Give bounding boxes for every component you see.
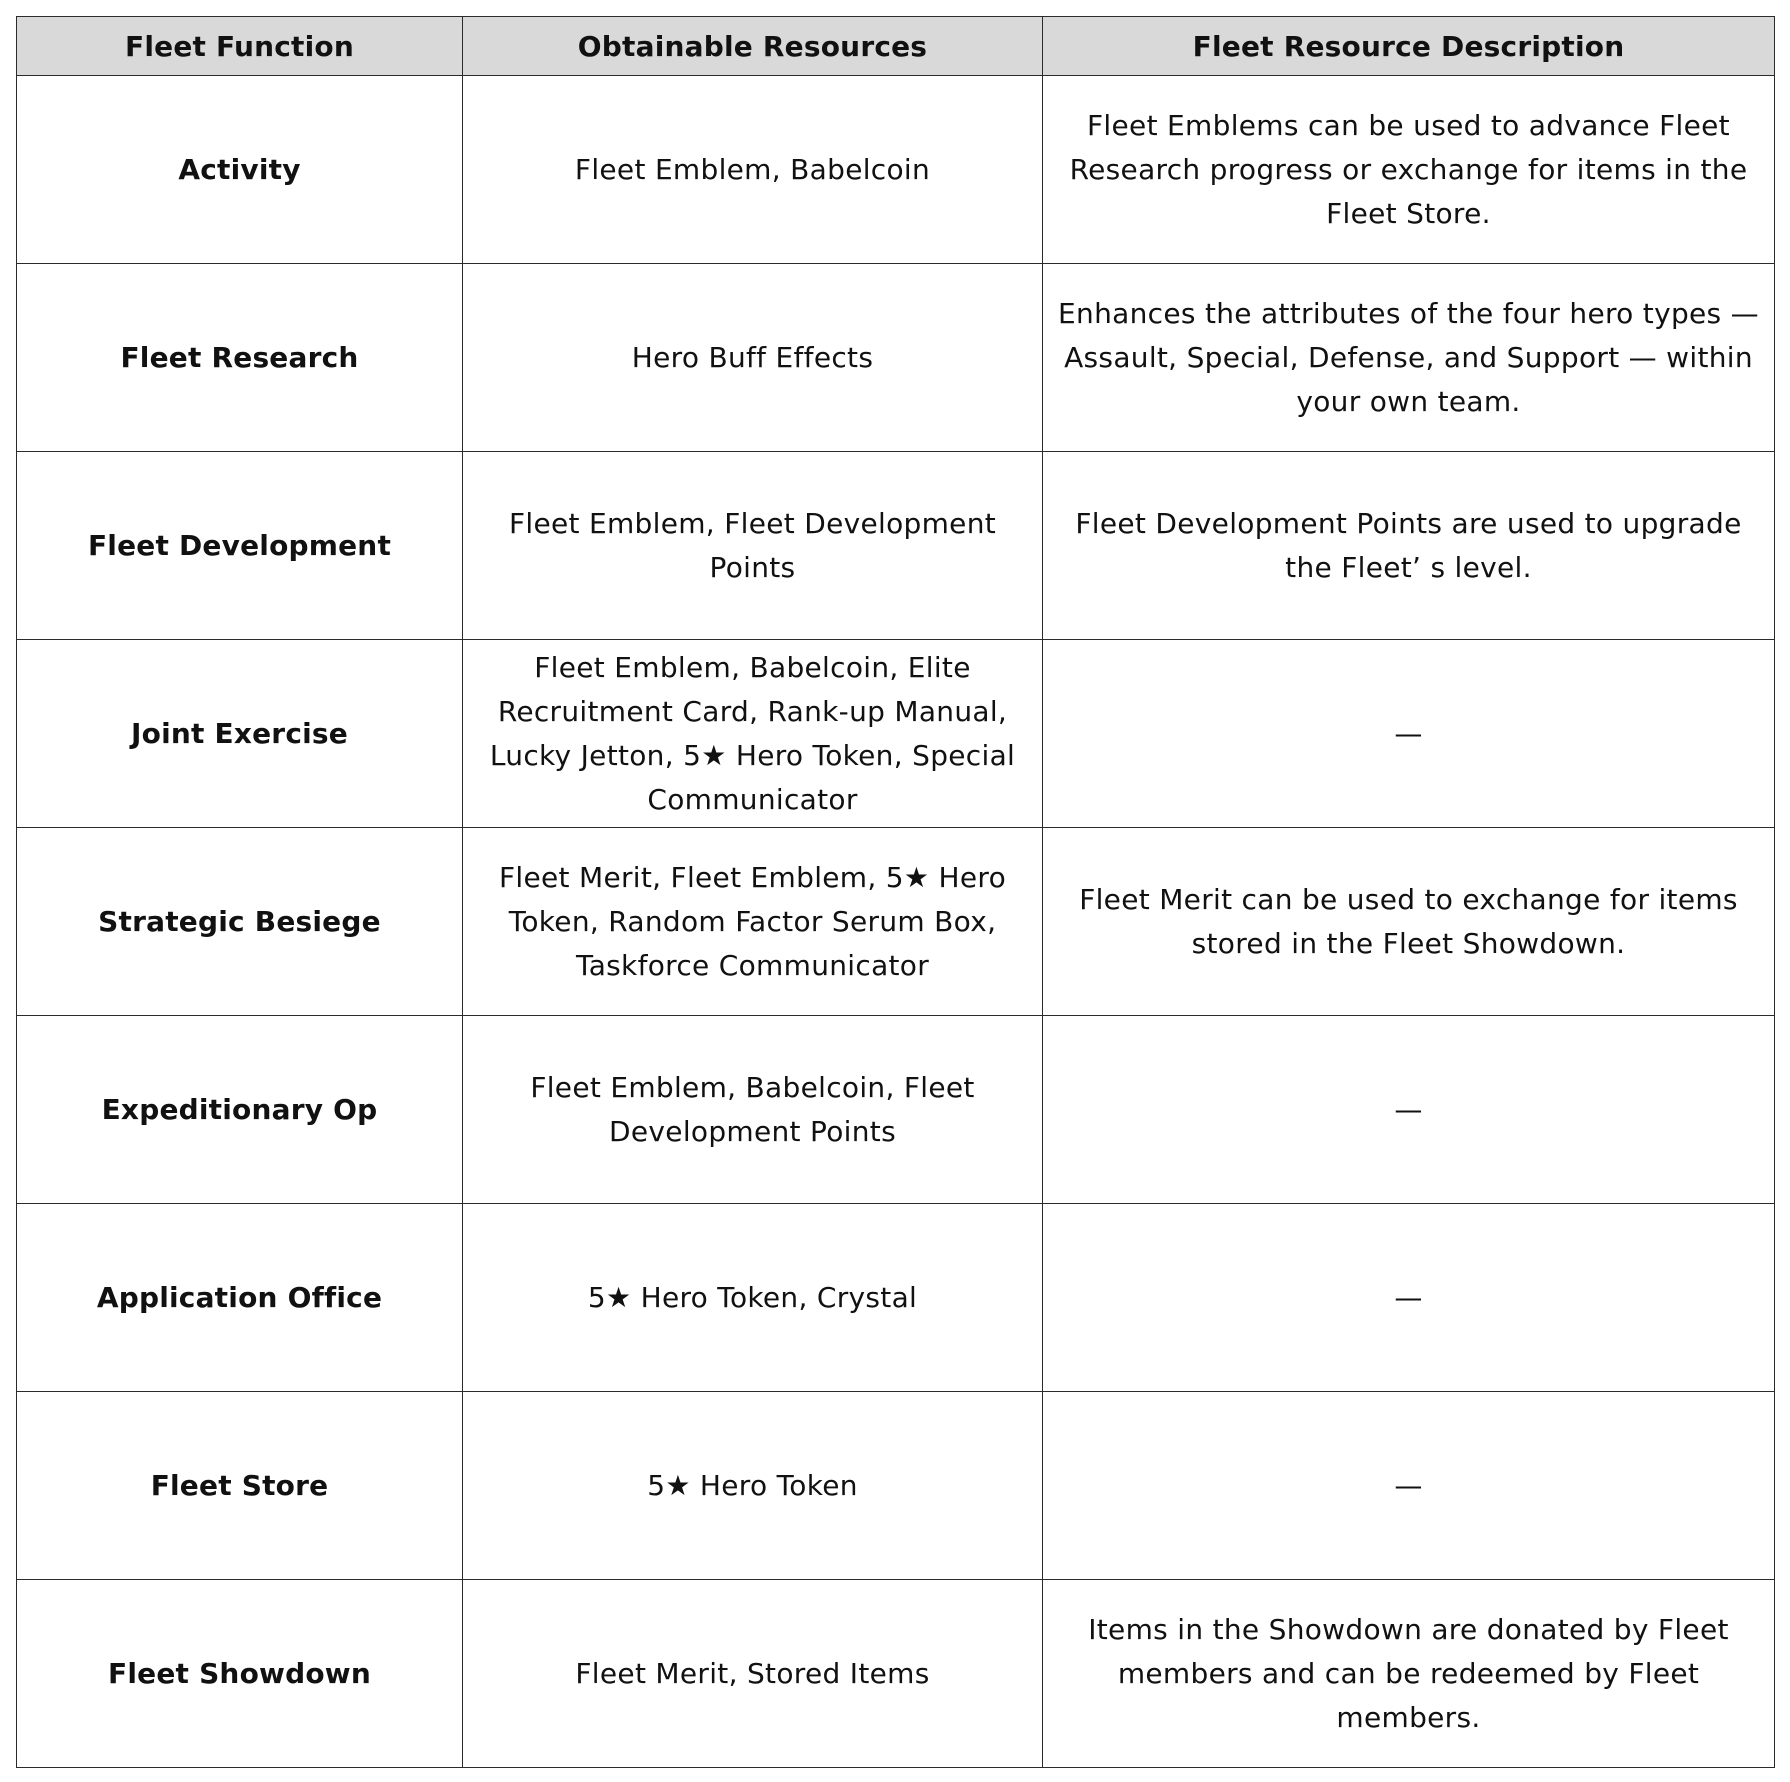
table-row: [17, 452, 1775, 640]
table-row: [17, 1580, 1775, 1768]
cell-description: Fleet Merit can be used to exchange for items stored in the Fleet Showdown.: [1043, 828, 1775, 1016]
cell-function: Fleet Research: [17, 264, 463, 452]
cell-description: —: [1043, 1392, 1775, 1580]
fleet-resources-table: [16, 16, 1775, 1768]
table-row: [17, 640, 1775, 828]
table-row: [17, 1392, 1775, 1580]
cell-description: Fleet Emblems can be used to advance Fleet Research progress or exchange for items in the Fleet Store.: [1043, 76, 1775, 264]
cell-description: Fleet Development Points are used to upgrade the Fleet’ s level.: [1043, 452, 1775, 640]
cell-function: Application Office: [17, 1204, 463, 1392]
cell-description: Enhances the attributes of the four hero types — Assault, Special, Defense, and Support — within your own team.: [1043, 264, 1775, 452]
table-row: [17, 1204, 1775, 1392]
header-obtainable-resources: Obtainable Resources: [463, 17, 1043, 76]
table-row: [17, 1016, 1775, 1204]
table-row: [17, 264, 1775, 452]
header-resource-description: Fleet Resource Description: [1043, 17, 1775, 76]
cell-function: Fleet Store: [17, 1392, 463, 1580]
cell-function: Expeditionary Op: [17, 1016, 463, 1204]
cell-function: Strategic Besiege: [17, 828, 463, 1016]
table-row: [17, 76, 1775, 264]
cell-function: Fleet Showdown: [17, 1580, 463, 1768]
cell-resources: 5★ Hero Token, Crystal: [463, 1204, 1043, 1392]
cell-resources: Fleet Merit, Stored Items: [463, 1580, 1043, 1768]
cell-resources: 5★ Hero Token: [463, 1392, 1043, 1580]
cell-function: Activity: [17, 76, 463, 264]
cell-description: Items in the Showdown are donated by Fleet members and can be redeemed by Fleet members.: [1043, 1580, 1775, 1768]
cell-resources: Fleet Merit, Fleet Emblem, 5★ Hero Token, Random Factor Serum Box, Taskforce Communicator: [463, 828, 1043, 1016]
table-header-row: [17, 17, 1775, 76]
header-fleet-function: Fleet Function: [17, 17, 463, 76]
cell-description: —: [1043, 1204, 1775, 1392]
cell-resources: Fleet Emblem, Babelcoin, Fleet Development Points: [463, 1016, 1043, 1204]
cell-resources: Fleet Emblem, Babelcoin, Elite Recruitment Card, Rank-up Manual, Lucky Jetton, 5★ Hero Token, Special Communicator: [463, 640, 1043, 828]
cell-function: Fleet Development: [17, 452, 463, 640]
cell-resources: Hero Buff Effects: [463, 264, 1043, 452]
cell-resources: Fleet Emblem, Babelcoin: [463, 76, 1043, 264]
cell-description: —: [1043, 640, 1775, 828]
cell-resources: Fleet Emblem, Fleet Development Points: [463, 452, 1043, 640]
cell-function: Joint Exercise: [17, 640, 463, 828]
cell-description: —: [1043, 1016, 1775, 1204]
table-row: [17, 828, 1775, 1016]
